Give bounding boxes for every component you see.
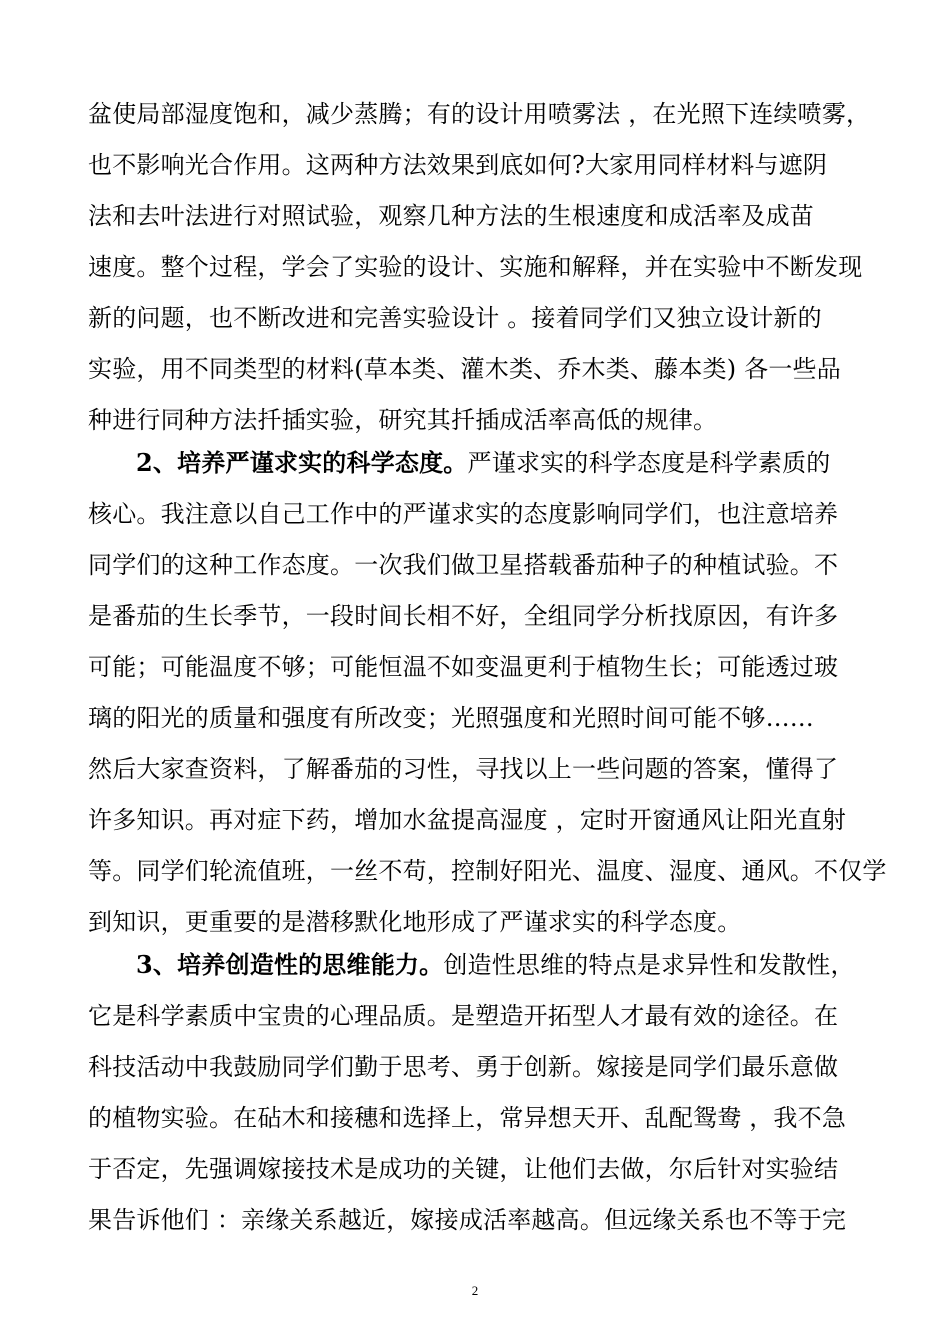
text-line: 到知识，更重要的是潜移默化地形成了严谨求实的科学态度。 <box>88 908 742 936</box>
text-line: 速度。整个过程，学会了实验的设计、实施和解释，并在实验中不断发现 <box>88 253 863 281</box>
text-line: 盆使局部湿度饱和，减少蒸腾；有的设计用喷雾法 ，在光照下连续喷雾， <box>88 100 871 128</box>
text-line: 核心。我注意以自己工作中的严谨求实的态度影响同学们，也注意培养 <box>88 500 839 528</box>
text-line: 种进行同种方法扦插实验，研究其扦插成活率高低的规律。 <box>88 406 718 434</box>
text-run: 严谨求实的科学态度是科学素质的 <box>467 449 831 477</box>
text-line: 科技活动中我鼓励同学们勤于思考、勇于创新。嫁接是同学们最乐意做 <box>88 1053 839 1081</box>
text-line: 果告诉他们 ：亲缘关系越近，嫁接成活率越高。但远缘关系也不等于完 <box>88 1206 847 1234</box>
text-line: 它是科学素质中宝贵的心理品质。是塑造开拓型人才最有效的途径。在 <box>88 1002 839 1030</box>
page-number: 2 <box>471 1283 479 1298</box>
text-line: 法和去叶法进行对照试验，观察几种方法的生根速度和成活率及成苗 <box>88 202 814 230</box>
text-line: 新的问题，也不断改进和完善实验设计 。接着同学们又独立设计新的 <box>88 304 822 332</box>
text-line: 也不影响光合作用。这两种方法效果到底如何?大家用同样材料与遮阴 <box>88 151 828 179</box>
section-heading: 3、培养创造性的思维能力。 <box>136 950 444 979</box>
text-line: 璃的阳光的质量和强度有所改变；光照强度和光照时间可能不够…… <box>88 704 814 732</box>
paragraph-first-line <box>136 437 863 489</box>
text-line: 是番茄的生长季节，一段时间长相不好，全组同学分析找原因，有许多 <box>88 602 839 630</box>
text-line: 等。同学们轮流值班，一丝不苟，控制好阳光、温度、湿度、通风。不仅学 <box>88 857 887 885</box>
text-line: 可能；可能温度不够；可能恒温不如变温更利于植物生长；可能透过玻 <box>88 653 839 681</box>
text-line: 于否定，先强调嫁接技术是成功的关键，让他们去做，尔后针对实验结 <box>88 1155 839 1183</box>
text-line: 同学们的这种工作态度。一次我们做卫星搭载番茄种子的种植试验。不 <box>88 551 839 579</box>
text-line: 许多知识。再对症下药，增加水盆提高湿度 ，定时开窗通风让阳光直射 <box>88 806 847 834</box>
text-line: 的植物实验。在砧木和接穗和选择上，常异想天开、乱配鸳鸯 ，我不急 <box>88 1104 847 1132</box>
section-heading: 2、培养严谨求实的科学态度。 <box>136 448 468 477</box>
text-line: 实验，用不同类型的材料(草本类、灌木类、乔木类、藤本类) 各一些品 <box>88 355 841 383</box>
text-run: 创造性思维的特点是求异性和发散性， <box>443 951 855 979</box>
text-line: 然后大家查资料，了解番茄的习性，寻找以上一些问题的答案，懂得了 <box>88 755 839 783</box>
paragraph-first-line <box>136 939 863 991</box>
